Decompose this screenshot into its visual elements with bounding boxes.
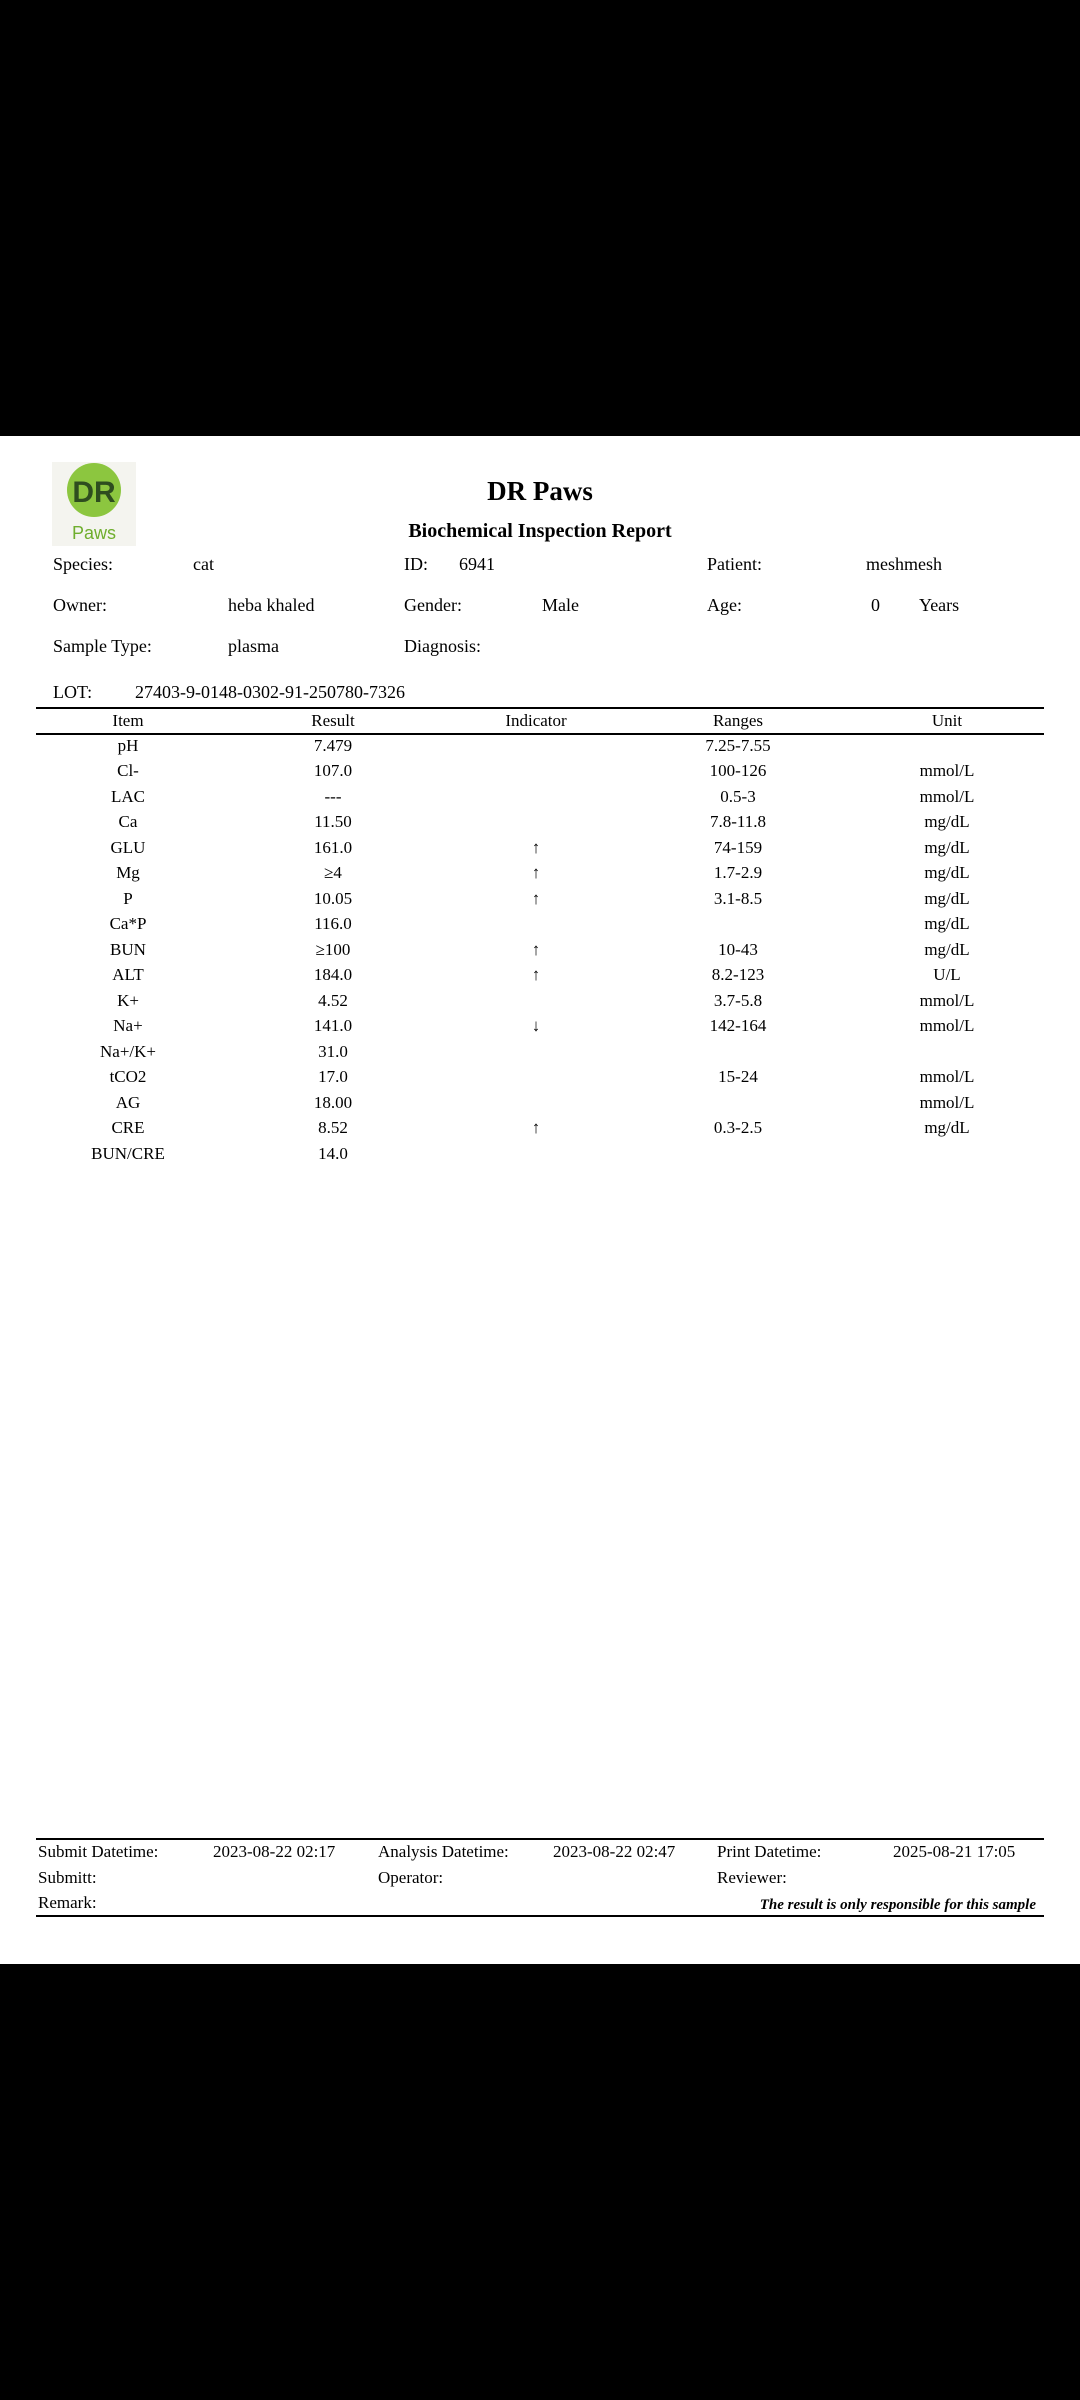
result-cell: 7.479	[313, 735, 353, 755]
range-cell: 15-24	[718, 1067, 758, 1087]
range-cell: 142-164	[709, 1016, 767, 1036]
species-label: Species:	[53, 554, 113, 574]
indicator-cell: ↑	[531, 837, 541, 857]
table-row	[36, 937, 1044, 963]
indicator-cell: ↑	[531, 863, 541, 883]
table-row	[36, 1014, 1044, 1040]
item-cell: BUN	[110, 939, 146, 959]
table-header-row	[36, 708, 1044, 733]
item-cell: ALT	[112, 965, 144, 985]
indicator-cell: ↑	[531, 888, 541, 908]
unit-cell: mmol/L	[919, 761, 975, 781]
id-label: ID:	[404, 554, 428, 574]
range-cell: 3.7-5.8	[713, 990, 763, 1010]
result-cell: 8.52	[318, 1118, 348, 1138]
unit-cell: mmol/L	[919, 990, 975, 1010]
item-cell: P	[123, 888, 133, 908]
result-cell: 11.50	[314, 812, 352, 832]
item-cell: Ca	[118, 812, 138, 832]
item-cell: Cl-	[117, 761, 139, 781]
results-table	[36, 708, 1044, 1167]
unit-cell: mmol/L	[919, 1067, 975, 1087]
indicator-cell: ↓	[531, 1016, 541, 1036]
unit-cell: mmol/L	[919, 1016, 975, 1036]
result-cell: ≥100	[315, 939, 351, 959]
range-cell: 1.7-2.9	[713, 863, 763, 883]
unit-cell: mg/dL	[924, 914, 970, 934]
analysis-datetime-label: Analysis Datetime:	[378, 1842, 509, 1861]
table-row	[36, 1039, 1044, 1065]
range-cell	[626, 912, 850, 938]
table-row	[36, 784, 1044, 810]
print-datetime-label: Print Datetime:	[717, 1842, 822, 1861]
indicator-cell: ↑	[531, 965, 541, 985]
range-cell: 7.8-11.8	[709, 812, 767, 832]
sample-type-value: plasma	[228, 636, 279, 656]
patient-label: Patient:	[707, 554, 762, 574]
unit-cell: mg/dL	[924, 888, 970, 908]
indicator-cell	[446, 784, 626, 810]
item-cell: GLU	[110, 837, 146, 857]
table-row	[36, 1065, 1044, 1091]
range-cell	[626, 1039, 850, 1065]
result-cell: 4.52	[318, 990, 348, 1010]
remark-label: Remark:	[38, 1893, 97, 1912]
result-cell: ---	[324, 786, 342, 806]
owner-label: Owner:	[53, 595, 107, 615]
item-cell: pH	[117, 735, 139, 755]
result-cell: 107.0	[313, 761, 353, 781]
unit-cell: U/L	[933, 965, 961, 985]
item-cell: Ca*P	[109, 914, 147, 934]
age-value: 0	[871, 595, 880, 615]
range-cell: 74-159	[713, 837, 763, 857]
result-cell: 17.0	[318, 1067, 348, 1087]
unit-cell	[850, 733, 1044, 759]
header-item: Item	[112, 710, 144, 730]
unit-cell: mg/dL	[924, 812, 970, 832]
table-row	[36, 835, 1044, 861]
result-cell: 14.0	[318, 1143, 348, 1163]
item-cell: tCO2	[109, 1067, 147, 1087]
unit-cell: mmol/L	[919, 1092, 975, 1112]
table-row	[36, 912, 1044, 938]
table-row	[36, 886, 1044, 912]
unit-cell	[850, 1141, 1044, 1167]
unit-cell: mmol/L	[919, 786, 975, 806]
operator-label: Operator:	[378, 1868, 444, 1887]
indicator-cell	[446, 810, 626, 836]
range-cell: 7.25-7.55	[705, 735, 771, 755]
sample-type-label: Sample Type:	[53, 636, 152, 656]
lot-label: LOT:	[53, 682, 93, 702]
owner-value: heba khaled	[228, 595, 315, 615]
unit-cell: mg/dL	[924, 837, 970, 857]
id-value: 6941	[459, 554, 495, 574]
diagnosis-label: Diagnosis:	[404, 636, 482, 656]
submit-datetime-label: Submit Datetime:	[38, 1842, 159, 1861]
result-cell: 10.05	[313, 888, 353, 908]
range-cell: 3.1-8.5	[713, 888, 763, 908]
header-result: Result	[311, 710, 355, 730]
patient-value: meshmesh	[866, 554, 942, 574]
unit-cell: mg/dL	[924, 1118, 970, 1138]
range-cell: 100-126	[709, 761, 767, 781]
range-cell: 8.2-123	[711, 965, 765, 985]
table-row	[36, 759, 1044, 785]
reviewer-label: Reviewer:	[717, 1868, 787, 1887]
gender-label: Gender:	[404, 595, 462, 615]
indicator-cell	[446, 988, 626, 1014]
footer-top-rule	[36, 1838, 1044, 1840]
table-row	[36, 810, 1044, 836]
print-datetime-value: 2025-08-21 17:05	[893, 1842, 1016, 1861]
indicator-cell	[446, 1090, 626, 1116]
logo-subtext: Paws	[71, 523, 117, 543]
item-cell: CRE	[111, 1118, 145, 1138]
header-indicator: Indicator	[505, 710, 567, 730]
indicator-cell	[446, 912, 626, 938]
indicator-cell	[446, 1039, 626, 1065]
results-body	[36, 733, 1044, 1167]
item-cell: K+	[117, 990, 139, 1010]
indicator-cell: ↑	[531, 939, 541, 959]
species-value: cat	[193, 554, 214, 574]
result-cell: ≥4	[324, 863, 342, 883]
item-cell: LAC	[111, 786, 145, 806]
unit-cell	[850, 1039, 1044, 1065]
indicator-cell	[446, 759, 626, 785]
logo-text: DR	[72, 476, 116, 509]
result-cell: 141.0	[313, 1016, 353, 1036]
unit-cell: mg/dL	[924, 939, 970, 959]
range-cell	[626, 1141, 850, 1167]
range-cell: 10-43	[718, 939, 758, 959]
range-cell: 0.5-3	[720, 786, 756, 806]
report-title: Biochemical Inspection Report	[408, 520, 672, 542]
range-cell: 0.3-2.5	[713, 1118, 763, 1138]
table-row	[36, 988, 1044, 1014]
age-label: Age:	[707, 595, 742, 615]
result-cell: 116.0	[314, 914, 352, 934]
item-cell: Mg	[116, 863, 140, 883]
footer-bottom-rule	[36, 1915, 1044, 1917]
result-cell: 18.00	[313, 1092, 353, 1112]
item-cell: Na+/K+	[100, 1041, 156, 1061]
header-ranges: Ranges	[712, 710, 764, 730]
indicator-cell	[446, 1065, 626, 1091]
result-cell: 184.0	[313, 965, 353, 985]
item-cell: Na+	[113, 1016, 143, 1036]
clinic-name: DR Paws	[487, 476, 593, 506]
table-row	[36, 1141, 1044, 1167]
indicator-cell	[446, 1141, 626, 1167]
unit-cell: mg/dL	[924, 863, 970, 883]
submitt-label: Submitt:	[38, 1868, 97, 1887]
analysis-datetime-value: 2023-08-22 02:47	[553, 1842, 676, 1861]
age-unit: Years	[919, 595, 960, 615]
table-row	[36, 1090, 1044, 1116]
lot-value: 27403-9-0148-0302-91-250780-7326	[135, 682, 405, 702]
gender-value: Male	[542, 595, 579, 615]
range-cell	[626, 1090, 850, 1116]
disclaimer-text: The result is only responsible for this sample	[759, 1897, 1036, 1913]
result-cell: 31.0	[318, 1041, 348, 1061]
indicator-cell	[446, 733, 626, 759]
table-row	[36, 861, 1044, 887]
report-sheet	[0, 436, 1080, 1964]
table-row	[36, 1116, 1044, 1142]
table-row	[36, 733, 1044, 759]
table-row	[36, 963, 1044, 989]
submit-datetime-value: 2023-08-22 02:17	[213, 1842, 336, 1861]
item-cell: AG	[115, 1092, 141, 1112]
item-cell: BUN/CRE	[91, 1143, 165, 1163]
result-cell: 161.0	[313, 837, 353, 857]
header-unit: Unit	[931, 710, 963, 730]
indicator-cell: ↑	[531, 1118, 541, 1138]
